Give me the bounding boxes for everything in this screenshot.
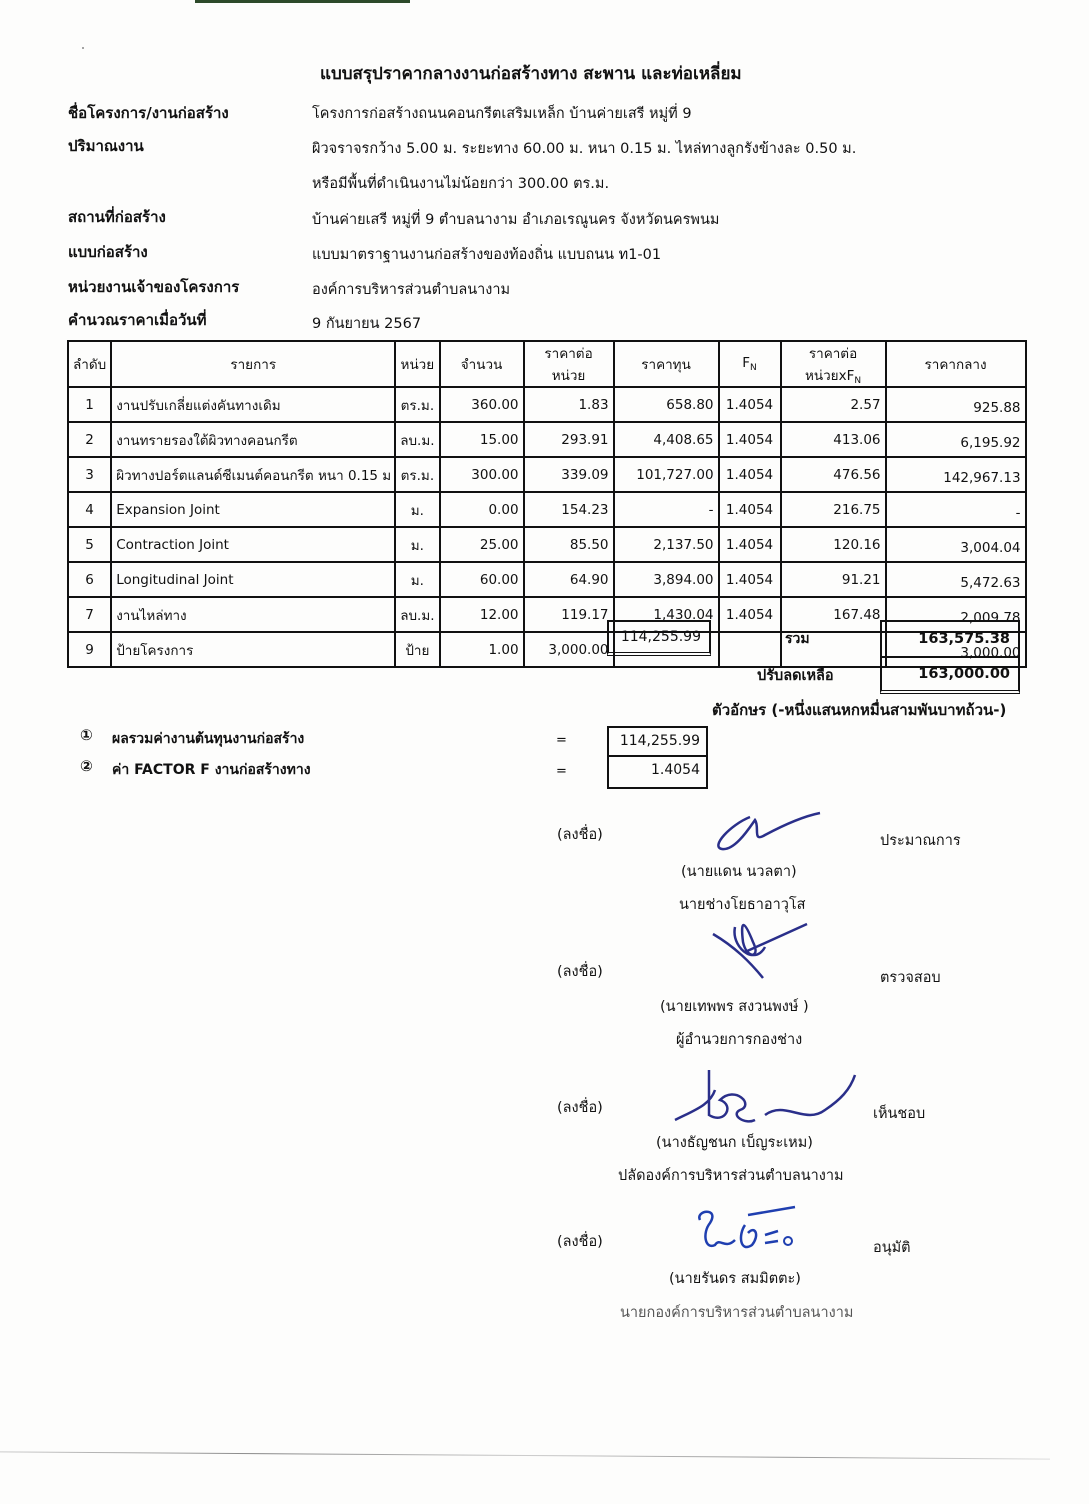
header-fn-main: F <box>742 355 751 371</box>
row-unit: ตร.ม. <box>395 457 439 492</box>
owner-value: องค์การบริหารส่วนตำบลนางาม <box>312 282 511 298</box>
row-no: 1 <box>68 387 111 422</box>
row-qty: 1.00 <box>440 632 524 667</box>
row-fn: 1.4054 <box>719 597 781 632</box>
row-fn: 1.4054 <box>719 387 781 422</box>
total-cost: 114,255.99 <box>607 620 711 656</box>
row-unit: ม. <box>395 492 439 527</box>
row-item: ป้ายโครงการ <box>111 632 395 667</box>
header-fn <box>719 341 781 387</box>
table-row <box>68 457 1026 492</box>
row-median-price: 3,004.04 <box>886 527 1026 562</box>
signer-position: ผู้อำนวยการกองช่าง <box>676 1032 803 1048</box>
project-label: ชื่อโครงการ/งานก่อสร้าง <box>68 104 229 122</box>
summary-eq-2: = <box>556 764 567 779</box>
project-value: โครงการก่อสร้างถนนคอนกรีตเสริมเหล็ก บ้านค่ายเสรี หมู่ที่ 9 <box>312 106 692 122</box>
header-qty: จำนวน <box>440 341 524 387</box>
scan-fold-line <box>0 1451 1050 1459</box>
row-unit-price-fn: 2.57 <box>781 387 886 422</box>
price-table <box>67 340 1027 668</box>
location-value: บ้านค่ายเสรี หมู่ที่ 9 ตำบลนางาม อำเภอเรณูนคร จังหวัดนครพนม <box>312 212 720 228</box>
sign-label: (ลงชื่อ) <box>557 827 603 843</box>
row-item: ผิวทางปอร์ตแลนด์ซีเมนต์คอนกรีต หนา 0.15 ม <box>111 457 395 492</box>
row-unit: ป้าย <box>395 632 439 667</box>
row-item: Contraction Joint <box>111 527 395 562</box>
scan-edge-mark <box>195 0 410 3</box>
row-item: Expansion Joint <box>111 492 395 527</box>
row-qty: 12.00 <box>440 597 524 632</box>
row-qty: 0.00 <box>440 492 524 527</box>
table-header-row <box>68 341 1026 387</box>
row-unit-price: 85.50 <box>524 527 614 562</box>
row-no: 6 <box>68 562 111 597</box>
signer-position: นายช่างโยธาอาวุโส <box>679 897 806 913</box>
header-fn-sub: N <box>750 363 757 373</box>
signer-name: (นายรันดร สมมิตตะ) <box>669 1271 801 1287</box>
row-item: งานทรายรองใต้ผิวทางคอนกรีต <box>111 422 395 457</box>
total-label: รวม <box>785 631 810 647</box>
row-unit-price-fn: 167.48 <box>781 597 886 632</box>
signer-role: ตรวจสอบ <box>880 970 941 986</box>
row-median-price: 2,009.78 <box>886 597 1026 632</box>
row-qty: 15.00 <box>440 422 524 457</box>
row-unit-price-fn: 413.06 <box>781 422 886 457</box>
total-median: 163,575.38 <box>880 620 1020 656</box>
row-item: Longitudinal Joint <box>111 562 395 597</box>
row-cost: 1,430.04 <box>614 597 719 632</box>
summary-marker-2: ② <box>80 757 93 775</box>
sign-label: (ลงชื่อ) <box>557 1100 603 1116</box>
sign-label: (ลงชื่อ) <box>557 1234 603 1250</box>
row-median-price: - <box>886 492 1026 527</box>
header-unit-price: ราคาต่อหน่วย <box>524 341 614 387</box>
row-unit-price: 154.23 <box>524 492 614 527</box>
row-unit-price-fn: 91.21 <box>781 562 886 597</box>
row-cost: 2,137.50 <box>614 527 719 562</box>
handwritten-signature-3 <box>665 1065 865 1140</box>
header-no: ลำดับ <box>68 341 111 387</box>
row-item: งานไหล่ทาง <box>111 597 395 632</box>
row-unit-price: 119.17 <box>524 597 614 632</box>
summary-value-2: 1.4054 <box>607 755 708 789</box>
row-median-price: 5,472.63 <box>886 562 1026 597</box>
row-item: งานปรับเกลี่ยแต่งคันทางเดิม <box>111 387 395 422</box>
amount-in-words: ตัวอักษร (-หนึ่งแสนหกหมื่นสามพันบาทถ้วน-) <box>712 701 1007 719</box>
row-fn: 1.4054 <box>719 562 781 597</box>
row-fn: 1.4054 <box>719 492 781 527</box>
summary-label-2: ค่า FACTOR F งานก่อสร้างทาง <box>112 762 311 778</box>
signer-name: (นางธัญชนก เบ็ญระเหม) <box>656 1135 813 1151</box>
summary-value-1: 114,255.99 <box>607 726 708 757</box>
signer-name: (นายเทพพร สงวนพงษ์ ) <box>660 999 809 1015</box>
row-median-price: 925.88 <box>886 387 1026 422</box>
sign-label: (ลงชื่อ) <box>557 964 603 980</box>
row-median-price: 3,000.00 <box>886 632 1026 667</box>
row-unit: ม. <box>395 527 439 562</box>
row-no: 9 <box>68 632 111 667</box>
table-row <box>68 422 1026 457</box>
header-unit-price-fn <box>781 341 886 387</box>
row-fn: 1.4054 <box>719 422 781 457</box>
row-qty: 25.00 <box>440 527 524 562</box>
scan-speck <box>82 47 84 49</box>
adjusted-label: ปรับลดเหลือ <box>757 668 834 684</box>
table-row <box>68 562 1026 597</box>
signer-position: ปลัดองค์การบริหารส่วนตำบลนางาม <box>618 1168 844 1184</box>
row-unit-price-fn: 476.56 <box>781 457 886 492</box>
row-median-price: 142,967.13 <box>886 457 1026 492</box>
summary-eq-1: = <box>556 733 567 748</box>
design-value: แบบมาตราฐานงานก่อสร้างของท้องถิ่น แบบถนน ท1-01 <box>312 247 662 263</box>
row-no: 2 <box>68 422 111 457</box>
row-cost: 658.80 <box>614 387 719 422</box>
row-qty: 60.00 <box>440 562 524 597</box>
header-unit: หน่วย <box>395 341 439 387</box>
adjusted-value: 163,000.00 <box>880 656 1020 694</box>
row-no: 4 <box>68 492 111 527</box>
row-qty: 300.00 <box>440 457 524 492</box>
date-label: คำนวณราคาเมื่อวันที่ <box>68 311 207 329</box>
row-unit-price: 293.91 <box>524 422 614 457</box>
quantity-label: ปริมาณงาน <box>68 137 144 155</box>
row-unit-price-fn: 216.75 <box>781 492 886 527</box>
row-unit-price: 64.90 <box>524 562 614 597</box>
row-cost: 4,408.65 <box>614 422 719 457</box>
row-no: 5 <box>68 527 111 562</box>
handwritten-signature-2 <box>705 912 815 982</box>
row-fn: 1.4054 <box>719 527 781 562</box>
row-unit-price-fn: 120.16 <box>781 527 886 562</box>
table-row <box>68 527 1026 562</box>
signer-position: นายกองค์การบริหารส่วนตำบลนางาม <box>620 1305 854 1321</box>
row-cost: 101,727.00 <box>614 457 719 492</box>
handwritten-signature-1 <box>710 805 830 855</box>
row-unit: ลบ.ม. <box>395 422 439 457</box>
table-row <box>68 387 1026 422</box>
owner-label: หน่วยงานเจ้าของโครงการ <box>68 278 240 296</box>
header-median-price: ราคากลาง <box>886 341 1026 387</box>
row-unit: ลบ.ม. <box>395 597 439 632</box>
header-cost: ราคาทุน <box>614 341 719 387</box>
row-fn: 1.4054 <box>719 457 781 492</box>
row-unit-price: 3,000.00 <box>524 632 614 667</box>
header-item: รายการ <box>111 341 395 387</box>
row-cost: 3,894.00 <box>614 562 719 597</box>
row-median-price: 6,195.92 <box>886 422 1026 457</box>
signer-role: เห็นชอบ <box>873 1106 926 1122</box>
signer-role: อนุมัติ <box>873 1240 911 1256</box>
location-label: สถานที่ก่อสร้าง <box>68 208 166 226</box>
header-unit-price-fn-main: ราคาต่อหน่วยxF <box>804 346 858 384</box>
table-row <box>68 492 1026 527</box>
date-value: 9 กันยายน 2567 <box>312 316 422 332</box>
signer-role: ประมาณการ <box>880 833 961 849</box>
row-fn <box>719 632 781 667</box>
header-unit-price-fn-sub: N <box>854 376 862 386</box>
row-unit-price: 1.83 <box>524 387 614 422</box>
summary-marker-1: ① <box>80 726 93 744</box>
row-unit: ตร.ม. <box>395 387 439 422</box>
quantity-value-1: ผิวจราจรกว้าง 5.00 ม. ระยะทาง 60.00 ม. หนา 0.15 ม. ไหล่ทางลูกรังข้างละ 0.50 ม. <box>312 141 857 157</box>
row-cost: - <box>614 492 719 527</box>
row-unit-price: 339.09 <box>524 457 614 492</box>
row-qty: 360.00 <box>440 387 524 422</box>
row-no: 3 <box>68 457 111 492</box>
document-title: แบบสรุปราคากลางงานก่อสร้างทาง สะพาน และท่อเหลี่ยม <box>320 64 742 84</box>
design-label: แบบก่อสร้าง <box>68 243 148 261</box>
summary-label-1: ผลรวมค่างานต้นทุนงานก่อสร้าง <box>112 731 305 747</box>
row-no: 7 <box>68 597 111 632</box>
row-unit: ม. <box>395 562 439 597</box>
quantity-value-2: หรือมีพื้นที่ดำเนินงานไม่น้อยกว่า 300.00 ตร.ม. <box>312 176 610 192</box>
handwritten-signature-4 <box>690 1205 810 1260</box>
signer-name: (นายแดน นวลตา) <box>681 864 797 880</box>
